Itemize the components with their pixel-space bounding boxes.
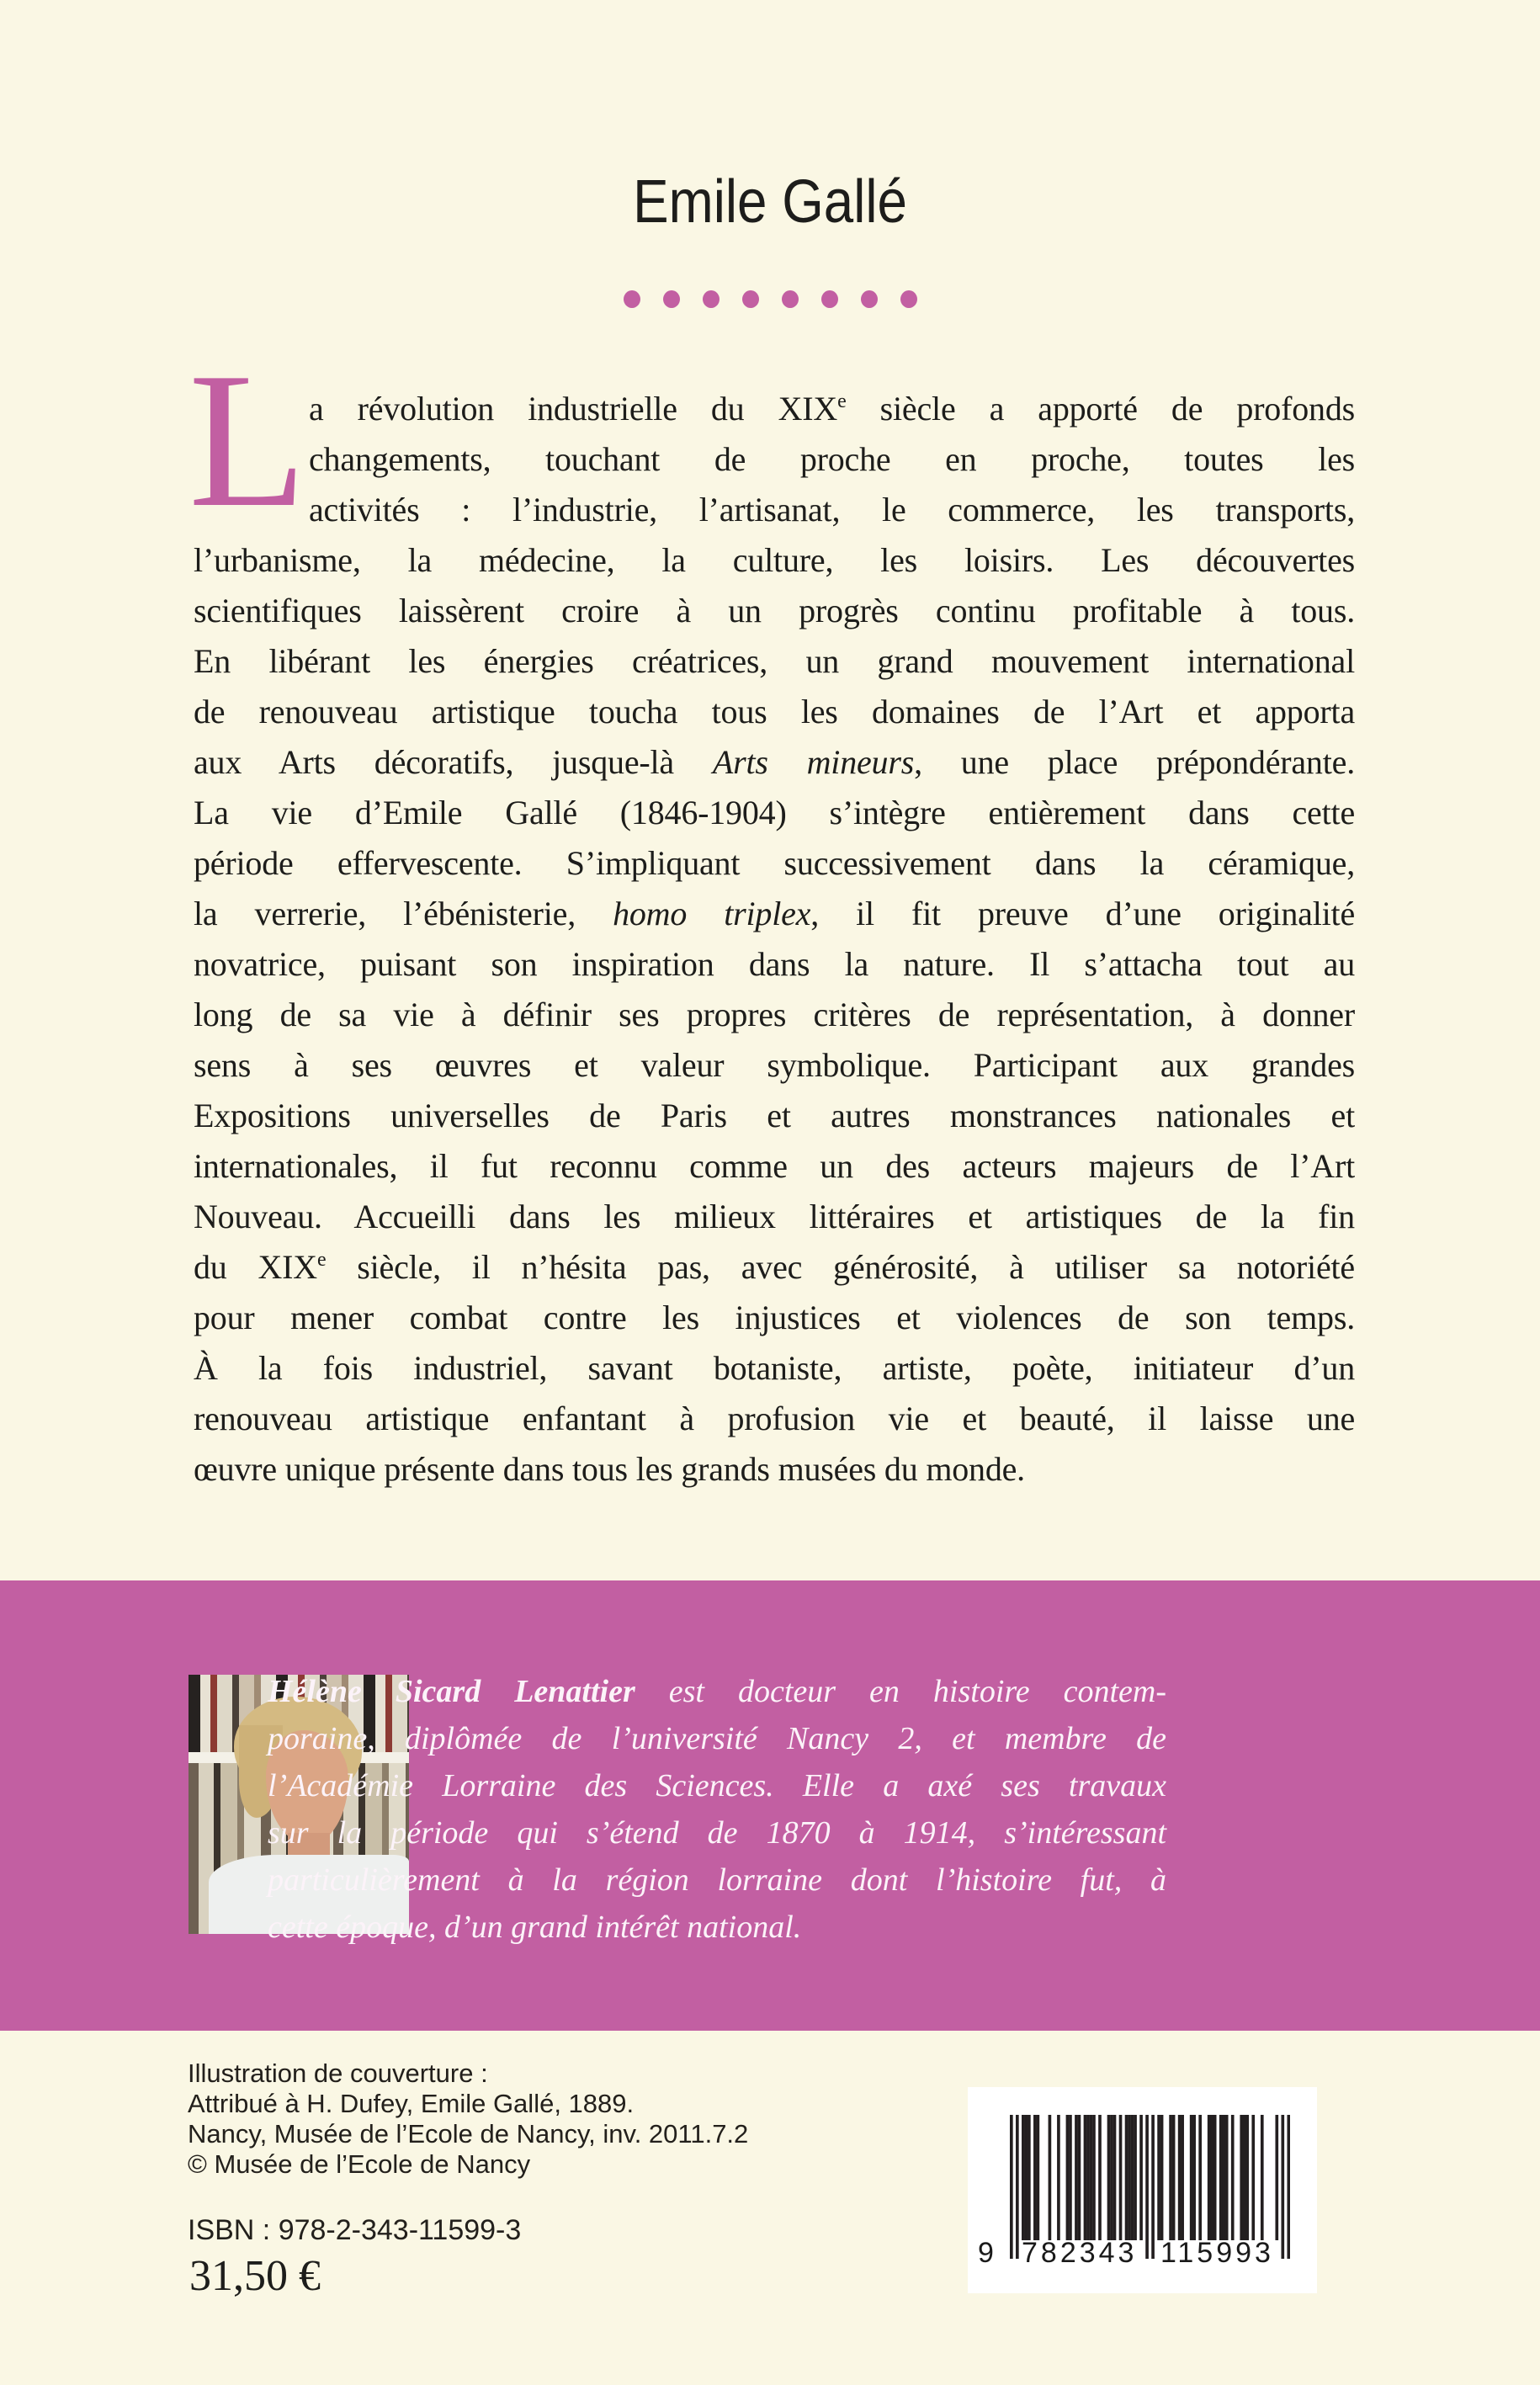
text-segment: long de sa vie à définir ses propres critères de représentation, à donner xyxy=(194,996,1355,1033)
text-segment: particulièrement à la région lorraine dont l’histoire fut, à xyxy=(268,1862,1166,1898)
text-line xyxy=(194,1293,1355,1343)
credit-line: Nancy, Musée de l’Ecole de Nancy, inv. 2011.7.2 xyxy=(188,2119,749,2149)
barcode-digit-group1: 782343 xyxy=(1022,2237,1138,2269)
text-line xyxy=(268,1809,1166,1856)
text-line xyxy=(194,788,1355,838)
text-segment: e xyxy=(316,1249,327,1271)
text-line xyxy=(194,636,1355,687)
text-line xyxy=(194,889,1355,939)
text-line xyxy=(268,1668,1166,1715)
barcode-digit-group2: 115993 xyxy=(1160,2237,1274,2269)
text-segment: a révolution industrielle du XIX xyxy=(309,390,838,428)
text-line xyxy=(194,1192,1355,1242)
text-line xyxy=(268,1762,1166,1809)
text-line xyxy=(268,1715,1166,1762)
barcode xyxy=(968,2087,1317,2293)
text-segment: activités : l’industrie, l’artisanat, le commerce, les transports, xyxy=(309,491,1355,529)
text-line xyxy=(194,990,1355,1040)
text-segment: l’urbanisme, la médecine, la culture, les loisirs. Les découvertes xyxy=(194,541,1355,579)
text-segment: sens à ses œuvres et valeur symbolique. Participant aux grandes xyxy=(194,1046,1355,1084)
credit-line: © Musée de l’Ecole de Nancy xyxy=(188,2149,531,2179)
separator-dot xyxy=(703,290,720,308)
text-segment: La vie d’Emile Gallé (1846-1904) s’intègre entièrement dans cette xyxy=(194,794,1355,831)
text-line xyxy=(194,535,1355,586)
text-segment: Hélène Sicard Lenattier xyxy=(268,1674,635,1709)
text-segment: En libérant les énergies créatrices, un grand mouvement international xyxy=(194,642,1355,680)
price-label: 31,50 € xyxy=(189,2252,321,2300)
credit-line: Attribué à H. Dufey, Emile Gallé, 1889. xyxy=(188,2089,635,2118)
text-line xyxy=(194,687,1355,737)
text-segment: , une place prépondérante. xyxy=(914,743,1356,781)
separator-dot xyxy=(663,290,680,308)
cover-credits xyxy=(188,2058,748,2180)
text-segment: Expositions universelles de Paris et autres monstrances nationales et xyxy=(194,1097,1355,1134)
text-line xyxy=(194,586,1355,636)
text-line xyxy=(194,1091,1355,1141)
text-line xyxy=(194,939,1355,990)
text-line xyxy=(194,434,1355,485)
separator-dots xyxy=(0,290,1540,308)
text-segment: À la fois industriel, savant botaniste, artiste, poète, initiateur d’un xyxy=(194,1349,1355,1387)
text-line xyxy=(194,485,1355,535)
text-segment: de renouveau artistique toucha tous les domaines de l’Art et apporta xyxy=(194,693,1355,730)
text-line xyxy=(194,384,1355,434)
text-segment: novatrice, puisant son inspiration dans la nature. Il s’attacha tout au xyxy=(194,945,1355,983)
text-segment: du XIX xyxy=(194,1248,317,1286)
text-segment: la verrerie, l’ébénisterie, xyxy=(194,895,613,932)
separator-dot xyxy=(782,290,799,308)
text-line xyxy=(194,1141,1355,1192)
text-segment: est docteur en histoire contem- xyxy=(635,1674,1167,1709)
text-segment: , il fit preuve d’une originalité xyxy=(810,895,1355,932)
dropcap xyxy=(189,332,307,547)
text-segment: siècle a apporté de profonds xyxy=(846,390,1355,428)
text-segment: changements, touchant de proche en proche, toutes les xyxy=(309,440,1355,478)
barcode-digit-left: 9 xyxy=(978,2237,994,2269)
page-title xyxy=(0,168,1540,236)
author-band xyxy=(0,1580,1540,2031)
text-line xyxy=(194,1444,1355,1495)
text-line xyxy=(194,737,1355,788)
text-segment: e xyxy=(837,390,847,412)
text-line xyxy=(194,838,1355,889)
text-segment: pour mener combat contre les injustices et violences de son temps. xyxy=(194,1299,1355,1336)
text-segment: renouveau artistique enfantant à profusion vie et beauté, il laisse une xyxy=(194,1400,1355,1437)
separator-dot xyxy=(624,290,640,308)
text-segment: cette époque, d’un grand intérêt national. xyxy=(268,1910,802,1945)
text-segment: siècle, il n’hésita pas, avec générosité, à utiliser sa notoriété xyxy=(326,1248,1355,1286)
separator-dot xyxy=(900,290,917,308)
text-segment: œuvre unique présente dans tous les grands musées du monde. xyxy=(194,1450,1025,1488)
text-segment: poraine, diplômée de l’université Nancy 2, et membre de xyxy=(268,1721,1166,1756)
credit-line: Illustration de couverture : xyxy=(188,2058,488,2088)
separator-dot xyxy=(821,290,838,308)
text-segment: aux Arts décoratifs, jusque-là xyxy=(194,743,713,781)
text-segment: période effervescente. S’impliquant successivement dans la céramique, xyxy=(194,844,1355,882)
text-line xyxy=(194,1394,1355,1444)
text-segment: Arts mineurs xyxy=(712,743,915,781)
dropcap-letter: L xyxy=(189,332,307,547)
author-bio xyxy=(268,1668,1166,1951)
separator-dot xyxy=(742,290,759,308)
text-line xyxy=(194,1242,1355,1293)
isbn-label: ISBN : 978-2-343-11599-3 xyxy=(188,2214,522,2246)
text-segment: sur la période qui s’étend de 1870 à 1914, s’intéressant xyxy=(268,1815,1166,1851)
book-title-text: Emile Gallé xyxy=(633,168,907,236)
text-segment: scientifiques laissèrent croire à un progrès continu profitable à tous. xyxy=(194,592,1355,629)
separator-dot xyxy=(861,290,878,308)
text-segment: l’Académie Lorraine des Sciences. Elle a axé ses travaux xyxy=(268,1768,1166,1803)
synopsis-paragraph xyxy=(189,332,1356,1495)
text-line xyxy=(194,1343,1355,1394)
text-line xyxy=(268,1904,1166,1951)
text-segment: homo triplex xyxy=(613,895,811,932)
text-line xyxy=(194,1040,1355,1091)
text-line xyxy=(268,1856,1166,1904)
text-segment: Nouveau. Accueilli dans les milieux littéraires et artistiques de la fin xyxy=(194,1198,1355,1235)
text-segment: internationales, il fut reconnu comme un des acteurs majeurs de l’Art xyxy=(194,1147,1355,1185)
